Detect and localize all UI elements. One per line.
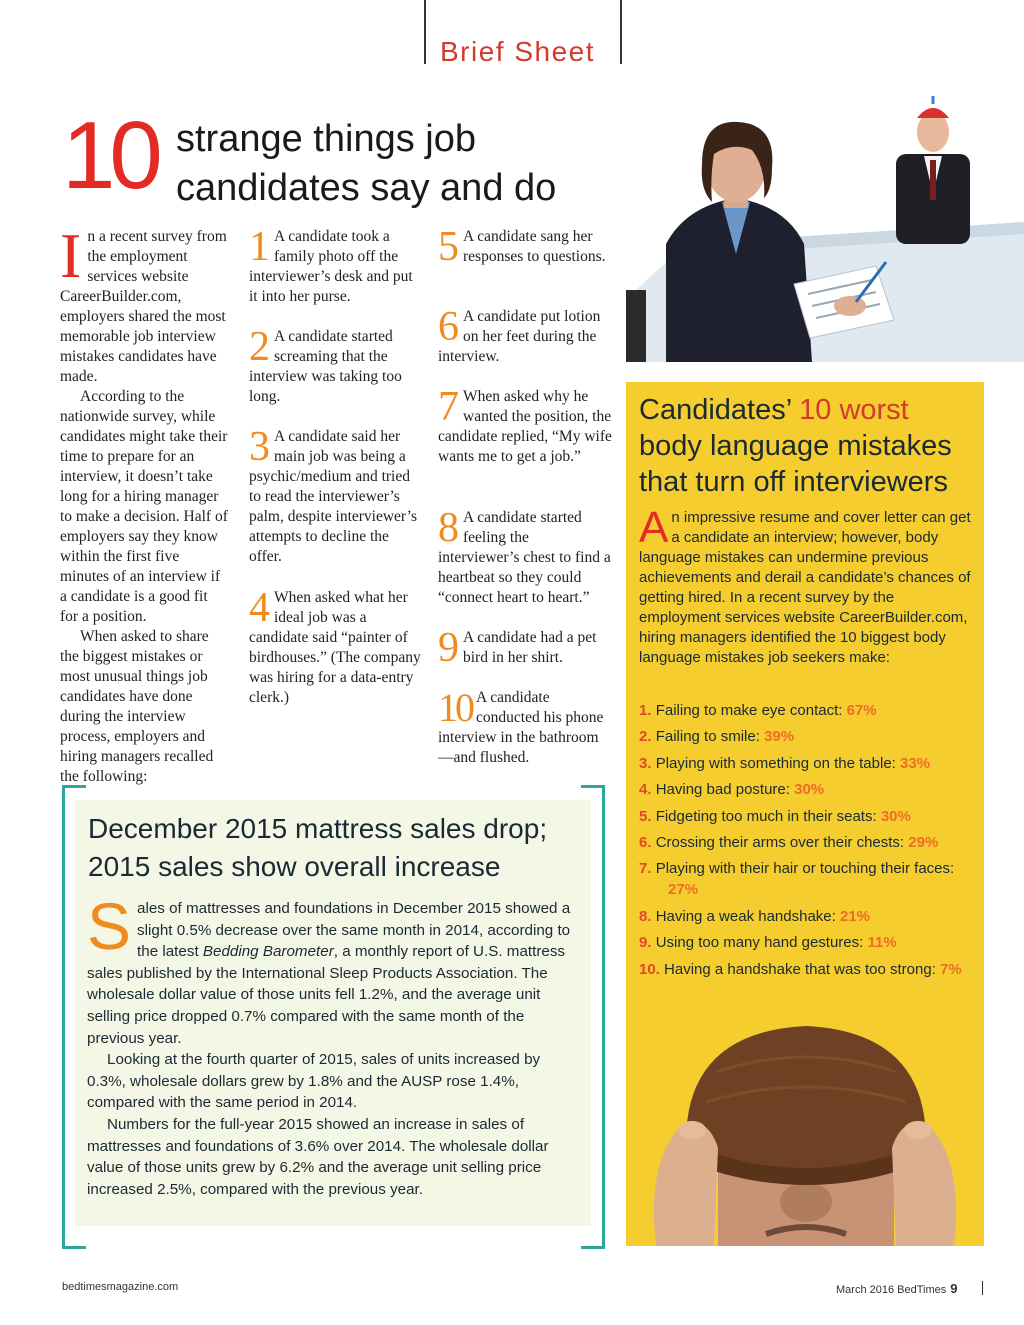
sidebar-title: [639, 392, 979, 500]
mistake-item: 8. Having a weak handshake: 21%: [639, 907, 871, 925]
title-line-1: strange things job: [176, 118, 476, 160]
box-frame-top: [62, 785, 605, 788]
item-number: 8: [438, 505, 459, 551]
item-number: 1: [249, 224, 270, 270]
box-frame-left: [62, 785, 65, 1249]
mistake-item: 7. Playing with their hair or touching their faces: 27%: [639, 860, 955, 899]
list-item-4: [249, 585, 421, 708]
intro-paragraph-1: n a recent survey from the employment services website CareerBuilder.com, employers shared the most memorable job interview mistakes candidates have made.: [60, 228, 227, 385]
item-number: 2: [249, 324, 270, 370]
item-text: A candidate said her main job was being a psychic/medium and tried to read the interviewer’s palm, despite interviewer’s attempts to decline the offer.: [249, 428, 418, 565]
mattress-body: [87, 889, 583, 1200]
mistakes-list: [639, 700, 979, 985]
item-text: When asked why he wanted the position, the candidate replied, “My wife wants me to get a job.”: [438, 388, 612, 465]
header-rule-left: [424, 0, 426, 64]
dropcap-s: S: [87, 889, 132, 963]
mistake-item: 10. Having a handshake that was too strong: 7%: [639, 960, 962, 978]
mattress-paragraph-2: Looking at the fourth quarter of 2015, sales of units increased by 0.3%, wholesale dollars grew by 1.8% and the AUSP rose 1.4%, compared with the same period in 2014.: [87, 1051, 541, 1112]
item-text: A candidate started screaming that the interview was taking too long.: [249, 328, 402, 405]
sidebar-title-part-1: Candidates’: [639, 394, 800, 426]
intro-paragraph-3: When asked to share the biggest mistakes or most unusual things job candidates have done during the interview process, employers and hiring managers recalled the following:: [60, 628, 214, 785]
sidebar-title-part-2: body language mistakes that turn off interviewers: [639, 430, 952, 498]
item-text: A candidate sang her responses to questions.: [463, 228, 606, 265]
dropcap-i: I: [60, 220, 82, 291]
item-number: 10: [438, 685, 472, 730]
item-number: 3: [249, 424, 270, 470]
list-item-8: [438, 505, 614, 608]
box-frame-right: [602, 785, 605, 1249]
page-number: 9: [950, 1281, 958, 1296]
list-item-6: [438, 304, 614, 367]
item-text: A candidate put lotion on her feet during the interview.: [438, 308, 601, 365]
list-item-3: [249, 424, 421, 567]
intro-paragraph-2: According to the nationwide survey, while candidates might take their time to prepare for an interview, it doesn’t take long for a hiring manager to make a decision. Half of employers say they know within the first five minutes of an interview if a candidate is a good fit for a position.: [60, 388, 228, 625]
dropcap-a: A: [639, 503, 669, 552]
footer-rule: [982, 1281, 983, 1295]
footer-website: bedtimesmagazine.com: [62, 1281, 179, 1293]
interview-photo: [626, 94, 1024, 362]
mattress-headline-line-1: December 2015 mattress sales drop;: [88, 813, 548, 844]
item-number: 9: [438, 625, 459, 671]
mistake-item: 6. Crossing their arms over their chests: 29%: [639, 833, 939, 851]
list-item-1: [249, 224, 421, 307]
mistake-item: 2. Failing to smile: 39%: [639, 728, 795, 746]
item-text: A candidate started feeling the interviewer’s chest to find a heartbeat so they could “connect heart to heart.”: [438, 509, 611, 606]
interview-illustration: [626, 94, 1024, 362]
article-intro: [60, 220, 228, 787]
mistake-item: 4. Having bad posture: 30%: [639, 781, 825, 799]
list-item-5: [438, 224, 614, 270]
sidebar-title-highlight: 10 worst: [799, 394, 909, 426]
list-item-2: [249, 324, 421, 407]
mattress-paragraph-3: Numbers for the full-year 2015 showed an increase in sales of mattresses and foundations of 3.6% over 2014. The wholesale dollar value of those units grew by 6.2% and the average unit selling price increased 2.5%, compared with the previous year.: [87, 1115, 549, 1198]
item-number: 5: [438, 224, 459, 270]
section-label: Brief Sheet: [440, 36, 596, 67]
box-frame-bottom: [62, 1246, 605, 1249]
mistake-item: 3. Playing with something on the table: 33%: [639, 754, 931, 772]
hat-over-eyes-photo: [626, 1012, 984, 1246]
item-number: 7: [438, 384, 459, 430]
body-language-sidebar: [626, 382, 984, 1246]
item-number: 6: [438, 304, 459, 350]
mattress-sales-box: [75, 800, 591, 1226]
list-item-10: [438, 685, 614, 768]
footer-issue-text: March 2016 BedTimes: [836, 1284, 947, 1296]
header-rule-right: [620, 0, 622, 64]
mistake-item: 9. Using too many hand gestures: 11%: [639, 934, 897, 952]
item-number: 4: [249, 585, 270, 631]
title-number: 10: [62, 102, 157, 209]
sidebar-intro: [639, 503, 975, 668]
mistake-item: 5. Fidgeting too much in their seats: 30%: [639, 807, 911, 825]
footer-issue: [836, 1281, 958, 1296]
item-text: A candidate conducted his phone interview in the bathroom—and flushed.: [438, 689, 604, 766]
item-text: A candidate had a pet bird in her shirt.: [463, 629, 597, 666]
mattress-headline-line-2: 2015 sales show overall increase: [88, 851, 501, 882]
title-line-2: candidates say and do: [176, 167, 557, 209]
list-item-7: [438, 384, 614, 467]
item-text: A candidate took a family photo off the interviewer’s desk and put it into her purse.: [249, 228, 413, 305]
list-item-9: [438, 625, 614, 671]
sidebar-intro-text: n impressive resume and cover letter can get a candidate an interview; however, body language mistakes can undermine previous achievements and derail a candidate’s chances of getting hired. In a recent survey by the employment services website CareerBuilder.com, hiring managers identified the 10 biggest body language mistakes job seekers make:: [639, 509, 971, 666]
mistake-item: 1. Failing to make eye contact: 67%: [639, 702, 877, 719]
item-text: When asked what her ideal job was a candidate said “painter of birdhouses.” (The company was hiring for a data-entry clerk.): [249, 589, 421, 706]
mattress-paragraph-1: Sales of mattresses and foundations in December 2015 showed a slight 0.5% decrease over the same month in 2014, according to the latest Bedding Barometer, a monthly report of U.S. mattress sales published by the International Sleep Products Association. The wholesale dollar value of those units fell 1.2%, and the average unit selling price dropped 0.7% compared with the same month of the previous year.: [87, 889, 571, 1047]
mattress-headline: [88, 810, 588, 886]
